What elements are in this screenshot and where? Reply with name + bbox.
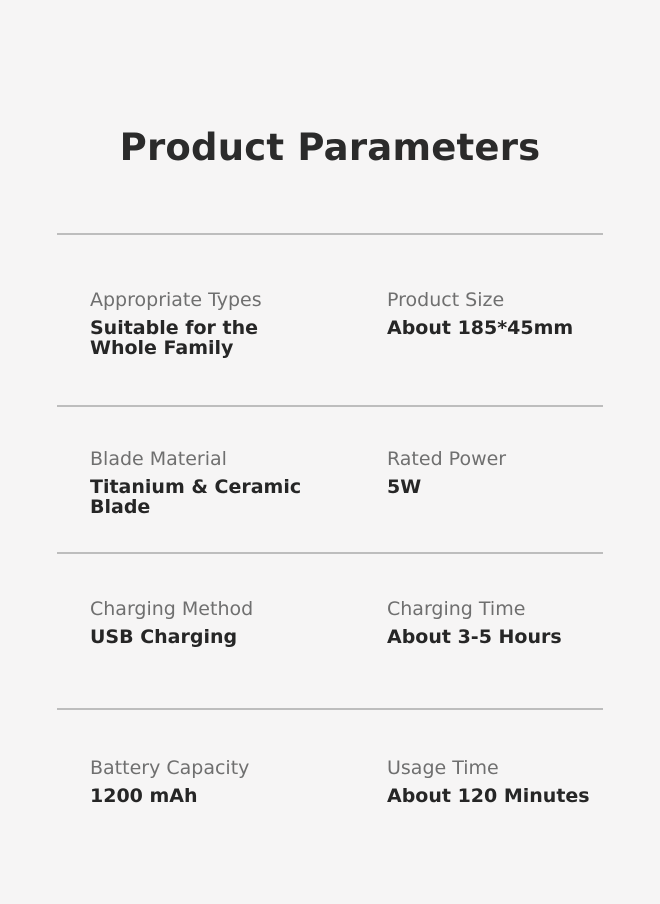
param-value: 1200 mAh [90, 785, 198, 807]
param-label: Charging Time [387, 598, 526, 620]
param-blade-material [90, 447, 360, 517]
param-label: Product Size [387, 289, 505, 311]
param-value: Suitable for the Whole Family [90, 317, 259, 359]
param-value: USB Charging [90, 626, 238, 648]
param-label: Battery Capacity [90, 757, 250, 779]
param-usage-time [387, 756, 617, 806]
param-rated-power [387, 447, 617, 497]
param-battery-capacity [90, 756, 360, 806]
divider [57, 233, 603, 235]
divider [57, 708, 603, 710]
param-label: Rated Power [387, 448, 507, 470]
param-value: About 3-5 Hours [387, 626, 562, 648]
param-charging-time [387, 597, 617, 647]
param-label: Blade Material [90, 448, 227, 470]
divider [57, 552, 603, 554]
param-label: Usage Time [387, 757, 499, 779]
param-value: 5W [387, 476, 422, 498]
divider [57, 405, 603, 407]
param-value: Titanium & Ceramic Blade [90, 476, 302, 518]
param-label: Appropriate Types [90, 289, 262, 311]
param-charging-method [90, 597, 360, 647]
param-label: Charging Method [90, 598, 254, 620]
param-appropriate-types [90, 288, 360, 358]
page-title: Product Parameters [119, 126, 541, 169]
param-value: About 185*45mm [387, 317, 574, 339]
param-product-size [387, 288, 617, 338]
param-value: About 120 Minutes [387, 785, 590, 807]
